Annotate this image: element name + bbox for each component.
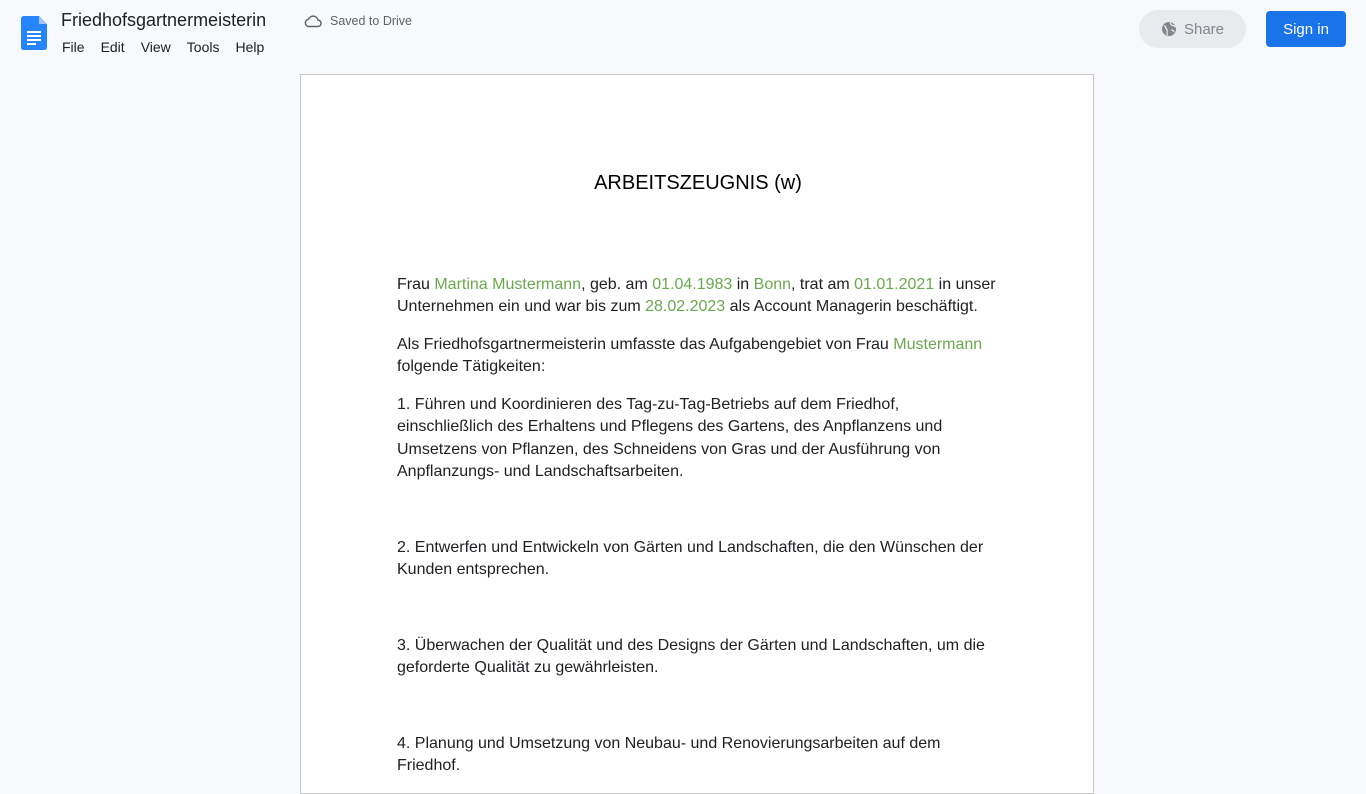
task-item-3: 3. Überwachen der Qualität und des Designs der Gärten und Landschaften, um die geforderte Qualität zu gewährleisten. xyxy=(397,637,985,677)
save-status[interactable] xyxy=(304,14,412,28)
intro-paragraph xyxy=(397,274,997,319)
text-run: folgende Tätigkeiten: xyxy=(397,358,546,376)
start-date: 01.01.2021 xyxy=(854,276,935,293)
menu-edit[interactable]: Edit xyxy=(100,39,125,55)
birth-city: Bonn xyxy=(753,276,792,293)
sign-in-button[interactable]: Sign in xyxy=(1266,11,1346,47)
tasks-intro-paragraph xyxy=(397,334,997,379)
task-item-1: 1. Führen und Koordinieren des Tag-zu-Tag-Betriebs auf dem Friedhof, einschließlich des Erhaltens und Pflegens des Gartens, des Anpflanzens und Umsetzens von Pflanzen, des Schneidens von Gras und der Ausführung von Anpflanzungs- und Landschaftsarbeiten. xyxy=(397,396,943,481)
menu-view[interactable]: View xyxy=(140,39,171,55)
menu-file[interactable]: File xyxy=(62,39,85,55)
document-title[interactable]: Friedhofsgartnermeisterin xyxy=(61,10,267,30)
save-status-text: Saved to Drive xyxy=(330,14,412,28)
text-run: als Account Managerin beschäftigt. xyxy=(725,298,978,316)
text-run: , geb. am xyxy=(581,276,653,293)
text-run: , trat am xyxy=(791,276,855,293)
document-heading: ARBEITSZEUGNIS (w) xyxy=(594,172,802,194)
text-run: in xyxy=(732,276,754,293)
birth-date: 01.04.1983 xyxy=(652,276,733,293)
cloud-done-icon xyxy=(304,14,322,28)
menu-bar xyxy=(54,37,272,57)
end-date: 28.02.2023 xyxy=(645,298,726,316)
employee-name: Martina Mustermann xyxy=(434,276,582,293)
employee-surname: Mustermann xyxy=(893,336,983,353)
task-item-2: 2. Entwerfen und Entwickeln von Gärten und Landschaften, die den Wünschen der Kunden entsprechen. xyxy=(397,539,984,579)
text-run: in unser Unternehmen ein und war bis zum xyxy=(397,276,996,316)
globe-icon xyxy=(1161,21,1177,37)
share-label: Share xyxy=(1183,20,1225,38)
document-page[interactable] xyxy=(300,74,1094,794)
share-button[interactable] xyxy=(1139,10,1246,48)
menu-help[interactable]: Help xyxy=(235,39,265,55)
docs-logo-icon[interactable] xyxy=(21,16,47,50)
menu-tools[interactable]: Tools xyxy=(186,39,220,55)
text-run: Als Friedhofsgartnermeisterin umfasste das Aufgabengebiet von Frau xyxy=(397,336,894,353)
text-run: Frau xyxy=(397,276,435,293)
app-header xyxy=(0,0,1366,64)
task-item-4: 4. Planung und Umsetzung von Neubau- und Renovierungsarbeiten auf dem Friedhof. xyxy=(397,735,941,775)
